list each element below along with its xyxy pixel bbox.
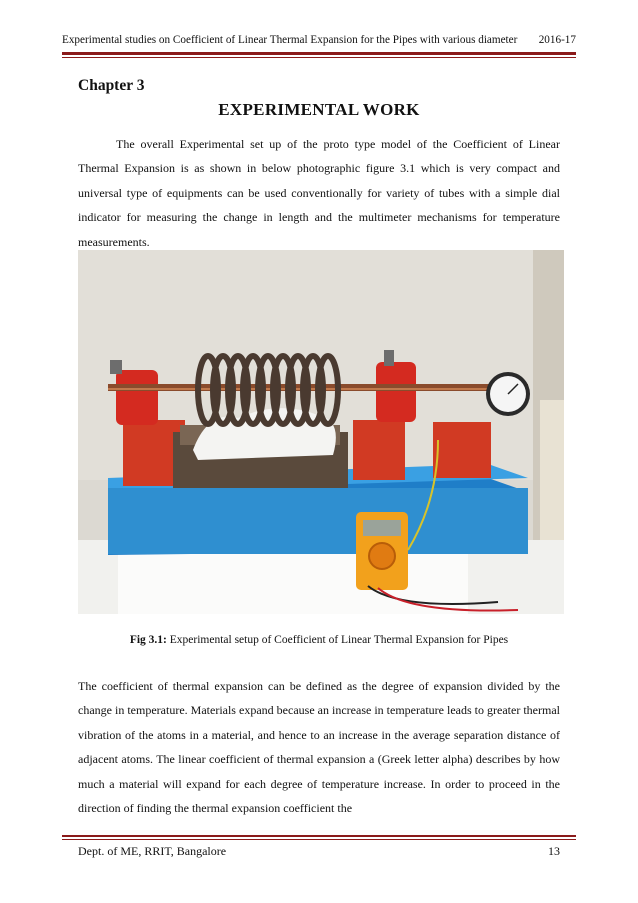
experimental-setup-photo <box>78 250 564 614</box>
figure-caption-text: Experimental setup of Coefficient of Linear Thermal Expansion for Pipes <box>169 634 509 646</box>
body-paragraph: The coefficient of thermal expansion can be defined as the degree of expansion divided by the change in temperature. Materials expand because an increase in temperature leads to greater thermal vibration of the atoms in a material, and hence to an increase in the average separation distance of adjacent atoms. The linear coefficient of thermal expansion a (Greek letter alpha) describes by how much a material will expand for each degree of temperature increase. In order to proceed in the direction of finding the thermal expansion coefficient the <box>78 679 560 816</box>
chapter-label: Chapter 3 <box>78 77 145 94</box>
header-title: Experimental studies on Coefficient of Linear Thermal Expansion for the Pipes with various diameter <box>62 34 518 46</box>
header-year: 2016-17 <box>538 34 576 46</box>
section-title: EXPERIMENTAL WORK <box>218 100 420 119</box>
page-footer <box>78 844 560 859</box>
footer-rule <box>62 835 576 837</box>
footer-rule-thin <box>62 839 576 840</box>
running-header <box>62 34 576 46</box>
header-rule-thin <box>62 57 576 58</box>
footer-department: Dept. of ME, RRIT, Bangalore <box>78 844 227 858</box>
intro-paragraph: The overall Experimental set up of the proto type model of the Coefficient of Linear Thermal Expansion is as shown in below photographic figure 3.1 which is very compact and universal type of equipments can be used conventionally for variety of tubes with a simple dial indicator for measuring the change in length and the multimeter mechanisms for temperature measurements. <box>78 137 560 249</box>
figure-label: Fig 3.1: <box>129 634 167 646</box>
page-number: 13 <box>548 844 560 858</box>
header-rule <box>62 52 576 55</box>
figure-caption <box>0 634 638 646</box>
